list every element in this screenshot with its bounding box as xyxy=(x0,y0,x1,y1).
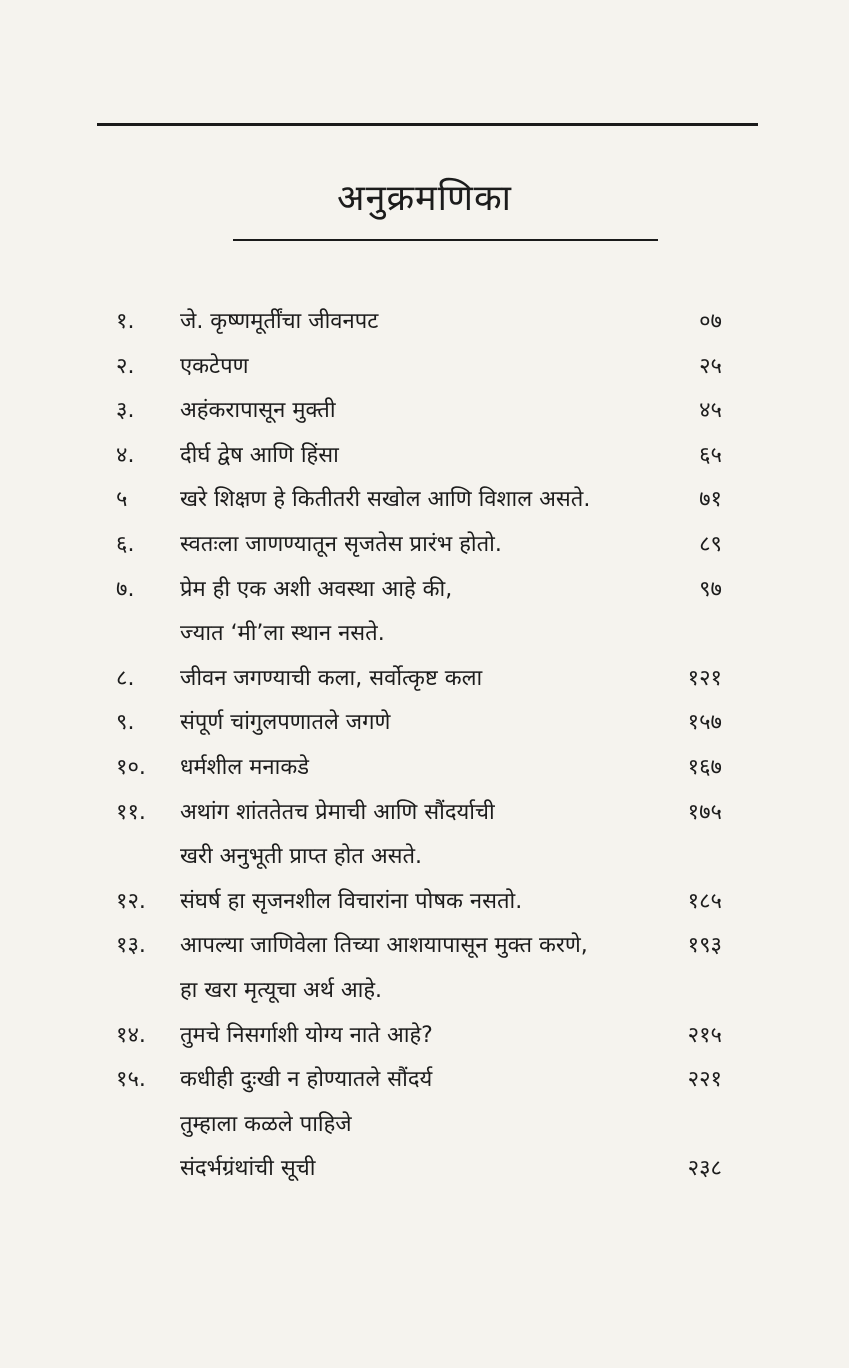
toc-entry-number: ७. xyxy=(116,577,135,602)
toc-entry xyxy=(0,748,849,788)
toc-entry-title: स्वतःला जाणण्यातून सृजतेस प्रारंभ होतो. xyxy=(180,532,502,557)
toc-entry-number: १४. xyxy=(116,1023,146,1048)
toc-entry-number: १३. xyxy=(116,933,146,958)
toc-entry-number: ११. xyxy=(116,800,146,825)
toc-entry-page: ६५ xyxy=(699,443,722,468)
toc-entry-title: खरे शिक्षण हे कितीतरी सखोल आणि विशाल असते. xyxy=(180,487,591,512)
toc-entry-number: ८. xyxy=(116,666,135,691)
toc-entry-number: ५ xyxy=(116,487,128,512)
toc-entry-number: १५. xyxy=(116,1067,146,1092)
toc-entry xyxy=(0,525,849,565)
toc-entry xyxy=(0,793,849,833)
toc-entry-title: अहंकरापासून मुक्ती xyxy=(180,398,336,423)
toc-entry-page: १७५ xyxy=(687,800,722,825)
toc-entry-page: ८९ xyxy=(699,532,722,557)
toc-entry-number: ९. xyxy=(116,710,135,735)
toc-entry-page: ४५ xyxy=(699,398,722,423)
toc-entry-title: संदर्भग्रंथांची सूची xyxy=(180,1156,316,1181)
toc-entry-title: कधीही दुःखी न होण्यातले सौंदर्य xyxy=(180,1067,433,1092)
toc-entry-page: १८५ xyxy=(687,889,722,914)
toc-entry xyxy=(0,480,849,520)
toc-entry-page: ९७ xyxy=(699,577,722,602)
toc-entry-page: ७१ xyxy=(699,487,722,512)
toc-entry-page: २१५ xyxy=(687,1023,722,1048)
toc-entry-title: प्रेम ही एक अशी अवस्था आहे की, xyxy=(180,577,453,602)
toc-entry xyxy=(0,570,849,610)
toc-entry-title: तुमचे निसर्गाशी योग्य नाते आहे? xyxy=(180,1023,433,1048)
toc-entry-number: ३. xyxy=(116,398,135,423)
toc-entry-title: आपल्या जाणिवेला तिच्या आशयापासून मुक्त करणे, xyxy=(180,933,588,958)
toc-entry xyxy=(0,882,849,922)
toc-entry-title-continuation: तुम्हाला कळले पाहिजे xyxy=(180,1112,352,1137)
toc-entry-page: २२१ xyxy=(687,1067,722,1092)
toc-entry-title: अथांग शांततेतच प्रेमाची आणि सौंदर्याची xyxy=(180,800,495,825)
top-rule xyxy=(97,123,758,126)
toc-entry xyxy=(0,302,849,342)
toc-entry-page: १६७ xyxy=(687,755,722,780)
title-underline xyxy=(233,239,658,241)
toc-entry-page: १२१ xyxy=(687,666,722,691)
toc-entry xyxy=(0,436,849,476)
toc-entry-number: १२. xyxy=(116,889,146,914)
toc-entry-title: संपूर्ण चांगुलपणातले जगणे xyxy=(180,710,391,735)
toc-entry-title: धर्मशील मनाकडे xyxy=(180,755,309,780)
toc-entry-number: ६. xyxy=(116,532,135,557)
toc-entry-number: ४. xyxy=(116,443,135,468)
toc-entry-title-continuation: खरी अनुभूती प्राप्त होत असते. xyxy=(180,844,423,869)
toc-entry xyxy=(0,1060,849,1100)
toc-entry-number: १०. xyxy=(116,755,146,780)
toc-entry-page: २३८ xyxy=(687,1156,722,1181)
toc-entry xyxy=(0,703,849,743)
toc-entry-number: २. xyxy=(116,354,135,379)
toc-entry-title-continuation: हा खरा मृत्यूचा अर्थ आहे. xyxy=(180,978,383,1003)
page-title: अनुक्रमणिका xyxy=(337,178,512,219)
toc-entry-title: जे. कृष्णमूर्तींचा जीवनपट xyxy=(180,309,379,334)
toc-entry xyxy=(0,1016,849,1056)
toc-entry-page: २५ xyxy=(699,354,722,379)
toc-entry-title: एकटेपण xyxy=(180,354,249,379)
toc-entry-page: १५७ xyxy=(687,710,722,735)
toc-entry xyxy=(0,1149,849,1189)
toc-entry-title-continuation: ज्यात ‘मी’ला स्थान नसते. xyxy=(180,621,385,646)
toc-entry-title: दीर्घ द्वेष आणि हिंसा xyxy=(180,443,339,468)
toc-entry xyxy=(0,347,849,387)
toc-entry-page: ०७ xyxy=(699,309,722,334)
toc-entry-title: जीवन जगण्याची कला, सर्वोत्कृष्ट कला xyxy=(180,666,483,691)
toc-entry-title: संघर्ष हा सृजनशील विचारांना पोषक नसतो. xyxy=(180,889,523,914)
toc-entry-number: १. xyxy=(116,309,135,334)
toc-entry xyxy=(0,391,849,431)
toc-entry xyxy=(0,659,849,699)
toc-entry xyxy=(0,926,849,966)
toc-entry-page: १९३ xyxy=(687,933,722,958)
